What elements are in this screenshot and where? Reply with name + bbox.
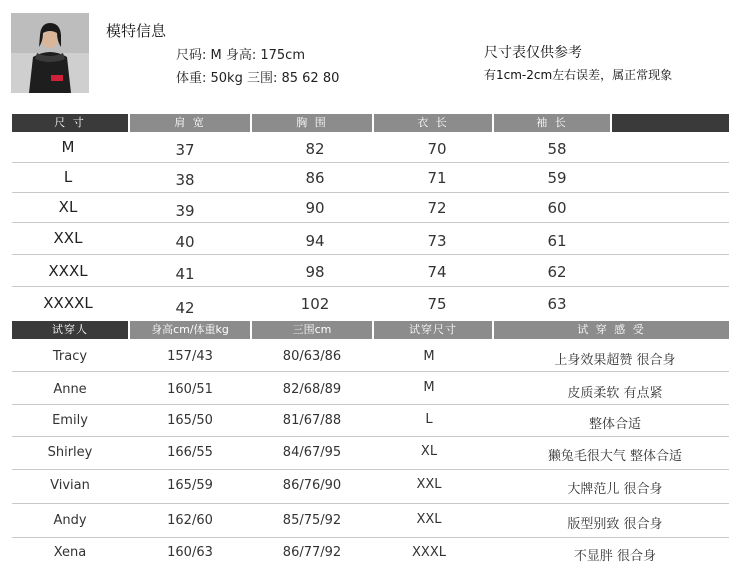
- tester-measurements: 80/63/86: [282, 349, 342, 364]
- row-divider: [12, 503, 729, 504]
- sleeve-cell: 62: [547, 263, 567, 281]
- tester-size: L: [425, 412, 433, 427]
- sleeve-cell: 63: [547, 295, 567, 313]
- chest-cell: 86: [305, 169, 325, 187]
- header-trial-size: 试穿尺寸: [374, 321, 492, 339]
- row-divider: [12, 371, 729, 372]
- tester-feedback: 大牌范儿 很合身: [567, 482, 663, 497]
- header-sleeve: 袖 长: [494, 114, 610, 132]
- tester-name: Andy: [53, 513, 87, 528]
- row-divider: [12, 469, 729, 470]
- tester-size: XXL: [416, 477, 442, 492]
- tester-measurements: 82/68/89: [282, 382, 342, 397]
- row-divider: [12, 162, 729, 163]
- size-reference-heading: 尺寸表仅供参考: [484, 45, 582, 61]
- tester-name: Shirley: [47, 445, 93, 460]
- header-shoulder: 肩 宽: [130, 114, 250, 132]
- length-cell: 72: [427, 199, 447, 217]
- row-divider: [12, 254, 729, 255]
- shoulder-cell: 40: [175, 233, 195, 251]
- header-length: 衣 长: [374, 114, 492, 132]
- row-divider: [12, 192, 729, 193]
- header-chest: 胸 围: [252, 114, 372, 132]
- tester-name: Vivian: [50, 478, 90, 493]
- tester-height-weight: 165/50: [167, 413, 213, 428]
- model-size-height: 尺码: M 身高: 175cm: [176, 48, 305, 63]
- header-feedback: 试 穿 感 受: [494, 321, 729, 339]
- header-blank: [612, 114, 729, 132]
- tester-measurements: 86/76/90: [282, 478, 342, 493]
- tester-size: M: [423, 349, 435, 364]
- tester-size: XXXL: [412, 545, 446, 560]
- model-info-title: 模特信息: [106, 22, 167, 40]
- length-cell: 73: [427, 232, 447, 250]
- model-photo: [11, 13, 89, 93]
- size-cell: M: [61, 138, 75, 156]
- shoulder-cell: 42: [175, 299, 195, 317]
- size-error-note: 有1cm-2cm左右误差，属正常现象: [484, 68, 673, 82]
- sleeve-cell: 60: [547, 199, 567, 217]
- tester-measurements: 81/67/88: [282, 413, 342, 428]
- length-cell: 75: [427, 295, 447, 313]
- tester-height-weight: 162/60: [167, 513, 213, 528]
- tester-measurements: 84/67/95: [282, 445, 342, 460]
- chest-cell: 82: [305, 140, 325, 158]
- size-cell: XXL: [53, 229, 83, 247]
- tester-name: Anne: [53, 382, 87, 397]
- header-measurements: 三围cm: [252, 321, 372, 339]
- shoulder-cell: 39: [175, 202, 195, 220]
- shoulder-cell: 38: [175, 171, 195, 189]
- sleeve-cell: 61: [547, 232, 567, 250]
- tester-feedback: 獭兔毛很大气 整体合适: [547, 449, 683, 464]
- tester-name: Emily: [52, 413, 88, 428]
- chest-cell: 94: [305, 232, 325, 250]
- header-tester: 试穿人: [12, 321, 128, 339]
- length-cell: 70: [427, 140, 447, 158]
- row-divider: [12, 286, 729, 287]
- shoulder-cell: 37: [175, 141, 195, 159]
- tester-feedback: 整体合适: [588, 417, 641, 432]
- tester-height-weight: 165/59: [167, 478, 213, 493]
- chest-cell: 90: [305, 199, 325, 217]
- shoulder-cell: 41: [175, 265, 195, 283]
- tester-height-weight: 157/43: [167, 349, 213, 364]
- row-divider: [12, 222, 729, 223]
- tester-height-weight: 166/55: [167, 445, 213, 460]
- tester-name: Xena: [53, 545, 87, 560]
- length-cell: 74: [427, 263, 447, 281]
- tester-measurements: 86/77/92: [282, 545, 342, 560]
- chest-cell: 102: [300, 295, 330, 313]
- tester-size: XXL: [416, 512, 442, 527]
- header-height-weight: 身高cm/体重kg: [130, 321, 250, 339]
- size-cell: XXXXL: [43, 294, 93, 312]
- sleeve-cell: 59: [547, 169, 567, 187]
- tester-measurements: 85/75/92: [282, 513, 342, 528]
- size-cell: L: [63, 168, 73, 186]
- size-cell: XL: [58, 198, 78, 216]
- tester-feedback: 版型别致 很合身: [567, 517, 663, 532]
- chest-cell: 98: [305, 263, 325, 281]
- header-size: 尺 寸: [12, 114, 128, 132]
- model-weight-measurements: 体重: 50kg 三围: 85 62 80: [176, 71, 340, 86]
- tester-name: Tracy: [52, 349, 88, 364]
- tester-feedback: 上身效果超赞 很合身: [554, 353, 676, 368]
- row-divider: [12, 537, 729, 538]
- length-cell: 71: [427, 169, 447, 187]
- tester-height-weight: 160/51: [167, 382, 213, 397]
- tester-size: M: [423, 380, 435, 395]
- tester-height-weight: 160/63: [167, 545, 213, 560]
- row-divider: [12, 404, 729, 405]
- tester-size: XL: [420, 444, 438, 459]
- tester-feedback: 皮质柔软 有点紧: [567, 386, 663, 401]
- tester-feedback: 不显胖 很合身: [573, 549, 657, 564]
- sleeve-cell: 58: [547, 140, 567, 158]
- row-divider: [12, 436, 729, 437]
- size-cell: XXXL: [48, 262, 88, 280]
